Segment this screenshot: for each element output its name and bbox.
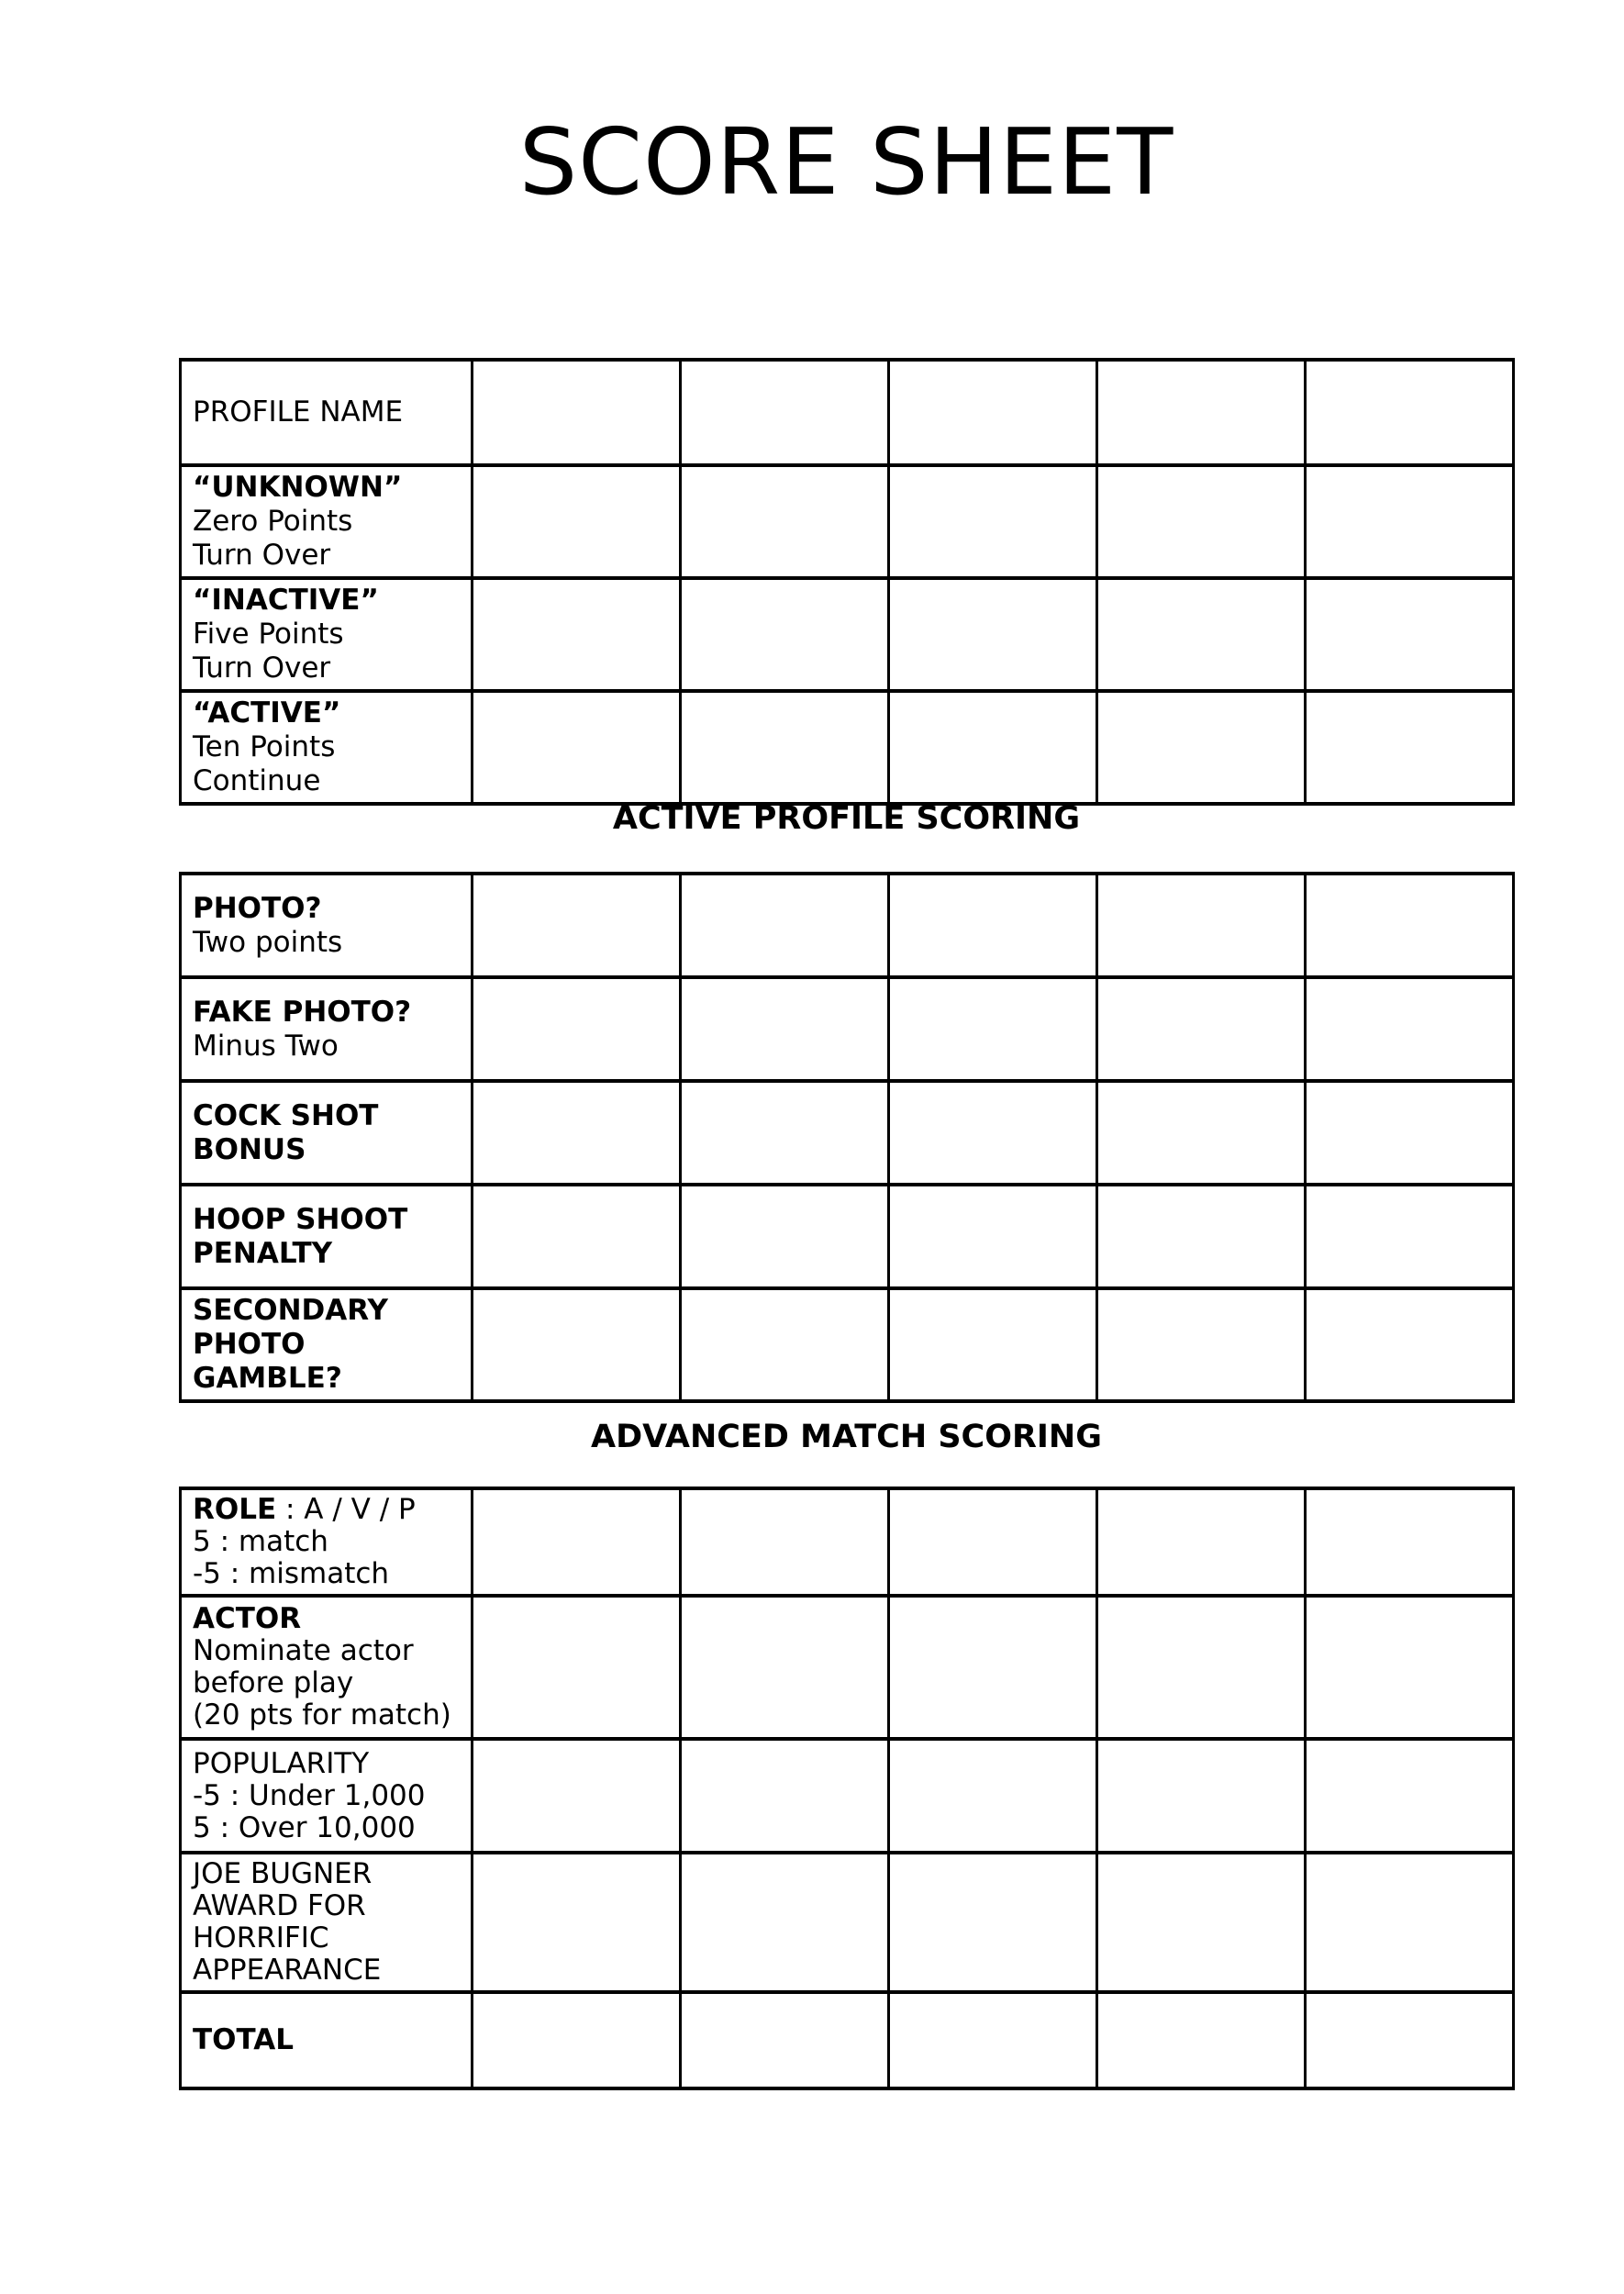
row-label-line: PROFILE NAME <box>193 395 404 429</box>
table-row <box>181 691 1514 804</box>
score-cell <box>1097 360 1306 465</box>
score-cell <box>1097 1288 1306 1401</box>
score-cell <box>1097 465 1306 578</box>
active-profile-scoring-table <box>179 872 1515 1403</box>
row-label-line: Minus Two <box>193 1029 339 1063</box>
row-label-cock-shot-bonus <box>181 1081 473 1185</box>
row-label-line: 5 : match <box>193 1525 328 1558</box>
row-label-line: HORRIFIC <box>193 1921 329 1954</box>
score-cell <box>1306 874 1514 977</box>
row-label-line: before play <box>193 1666 354 1699</box>
score-cell <box>681 1992 889 2088</box>
row-label-line: BONUS <box>193 1132 306 1166</box>
row-label-line: Two points <box>193 925 343 959</box>
score-cell <box>1306 1853 1514 1992</box>
score-cell <box>889 1853 1097 1992</box>
row-label-popularity <box>181 1739 473 1853</box>
row-label-total <box>181 1992 473 2088</box>
score-cell <box>681 1081 889 1185</box>
score-cell <box>681 1185 889 1288</box>
table-row <box>181 1596 1514 1739</box>
row-label-line: ACTOR <box>193 1602 302 1635</box>
row-label-line: HOOP SHOOT <box>193 1202 408 1236</box>
score-cell <box>889 578 1097 691</box>
score-cell <box>889 977 1097 1081</box>
score-cell <box>1097 874 1306 977</box>
section-heading-active-profile-scoring: ACTIVE PROFILE SCORING <box>612 800 1081 837</box>
score-cell <box>1306 1288 1514 1401</box>
score-cell <box>473 1081 681 1185</box>
score-cell <box>473 578 681 691</box>
score-cell <box>1306 465 1514 578</box>
row-label-line: “INACTIVE” <box>193 584 379 617</box>
score-cell <box>473 1992 681 2088</box>
advanced-match-scoring-table <box>179 1487 1515 2090</box>
score-cell <box>473 691 681 804</box>
score-cell <box>889 1288 1097 1401</box>
row-label-line: Five Points <box>193 618 344 651</box>
row-label-line: SECONDARY <box>193 1294 388 1327</box>
score-cell <box>681 1853 889 1992</box>
score-cell <box>1306 1596 1514 1739</box>
row-label-line: AWARD FOR <box>193 1889 366 1922</box>
score-cell <box>681 360 889 465</box>
score-cell <box>473 1288 681 1401</box>
table-row <box>181 977 1514 1081</box>
score-cell <box>1097 1992 1306 2088</box>
row-label-line: COCK SHOT <box>193 1098 379 1132</box>
table-row <box>181 1739 1514 1853</box>
table-row <box>181 465 1514 578</box>
row-label-unknown <box>181 465 473 578</box>
score-cell <box>1097 1081 1306 1185</box>
score-cell <box>1097 578 1306 691</box>
row-label-line: PHOTO? <box>193 891 322 925</box>
score-cell <box>681 1488 889 1596</box>
score-cell <box>681 874 889 977</box>
score-cell <box>473 874 681 977</box>
row-label-profile-name <box>181 360 473 465</box>
score-cell <box>1097 1185 1306 1288</box>
row-label-line: (20 pts for match) <box>193 1698 451 1732</box>
score-cell <box>1306 1992 1514 2088</box>
page-title: SCORE SHEET <box>518 108 1174 216</box>
row-label-line: -5 : Under 1,000 <box>193 1778 426 1812</box>
score-cell <box>681 691 889 804</box>
section-heading-advanced-match-scoring: ADVANCED MATCH SCORING <box>591 1419 1102 1455</box>
score-cell <box>1306 578 1514 691</box>
score-cell <box>681 1739 889 1853</box>
row-label-actor <box>181 1596 473 1739</box>
score-cell <box>1097 691 1306 804</box>
row-label-line: Zero Points <box>193 505 353 538</box>
score-cell <box>1306 1739 1514 1853</box>
score-cell <box>889 1185 1097 1288</box>
score-cell <box>889 465 1097 578</box>
score-cell <box>1306 1488 1514 1596</box>
score-cell <box>473 977 681 1081</box>
row-label-line: “UNKNOWN” <box>193 471 403 504</box>
score-cell <box>889 1596 1097 1739</box>
score-cell <box>681 1288 889 1401</box>
table-row <box>181 1288 1514 1401</box>
score-cell <box>473 1596 681 1739</box>
score-cell <box>473 1488 681 1596</box>
row-label-photo <box>181 874 473 977</box>
score-cell <box>681 465 889 578</box>
score-cell <box>889 1488 1097 1596</box>
profile-status-table <box>179 358 1515 806</box>
score-cell <box>473 360 681 465</box>
score-cell <box>1097 977 1306 1081</box>
score-cell <box>889 691 1097 804</box>
row-label-line: PHOTO GAMBLE? <box>193 1328 342 1395</box>
score-cell <box>473 1739 681 1853</box>
row-label-role <box>181 1488 473 1596</box>
row-label-line: -5 : mismatch <box>193 1557 390 1590</box>
row-label-line: Nominate actor <box>193 1634 414 1667</box>
score-cell <box>1306 360 1514 465</box>
score-cell <box>681 1596 889 1739</box>
score-cell <box>681 977 889 1081</box>
score-cell <box>1306 1185 1514 1288</box>
score-cell <box>681 578 889 691</box>
row-label-line: TOTAL <box>193 2023 294 2056</box>
row-label-inactive <box>181 578 473 691</box>
row-label-line: Ten Points <box>193 730 336 763</box>
score-cell <box>889 1992 1097 2088</box>
table-row <box>181 1185 1514 1288</box>
score-cell <box>1306 1081 1514 1185</box>
table-row <box>181 1992 1514 2088</box>
score-cell <box>1306 977 1514 1081</box>
row-label-line: APPEARANCE <box>193 1954 382 1987</box>
score-cell <box>1306 691 1514 804</box>
table-row <box>181 1488 1514 1596</box>
score-cell <box>473 1185 681 1288</box>
row-label-line: 5 : Over 10,000 <box>193 1810 416 1844</box>
row-label-fake-photo <box>181 977 473 1081</box>
table-row <box>181 874 1514 977</box>
score-cell <box>889 1739 1097 1853</box>
table-row <box>181 1853 1514 1992</box>
row-label-line: Turn Over <box>193 539 331 572</box>
row-label-hoop-shoot-penalty <box>181 1185 473 1288</box>
table-row <box>181 360 1514 465</box>
score-cell <box>1097 1596 1306 1739</box>
score-cell <box>1097 1853 1306 1992</box>
row-label-line: JOE BUGNER <box>193 1857 373 1890</box>
row-label-active <box>181 691 473 804</box>
row-label-secondary-photo-gamble <box>181 1288 473 1401</box>
score-cell <box>473 465 681 578</box>
score-cell <box>1097 1739 1306 1853</box>
score-cell <box>889 360 1097 465</box>
row-label-line: “ACTIVE” <box>193 696 341 729</box>
score-cell <box>473 1853 681 1992</box>
score-cell <box>889 874 1097 977</box>
score-cell <box>889 1081 1097 1185</box>
row-label-line: ROLE : A / V / P <box>193 1493 416 1526</box>
table-row <box>181 578 1514 691</box>
row-label-line: Continue <box>193 764 321 797</box>
row-label-joe-bugner-award <box>181 1853 473 1992</box>
row-label-line: FAKE PHOTO? <box>193 995 412 1029</box>
table-row <box>181 1081 1514 1185</box>
row-label-line: POPULARITY <box>193 1746 370 1780</box>
row-label-line: PENALTY <box>193 1236 333 1270</box>
row-label-line: Turn Over <box>193 651 331 685</box>
score-cell <box>1097 1488 1306 1596</box>
